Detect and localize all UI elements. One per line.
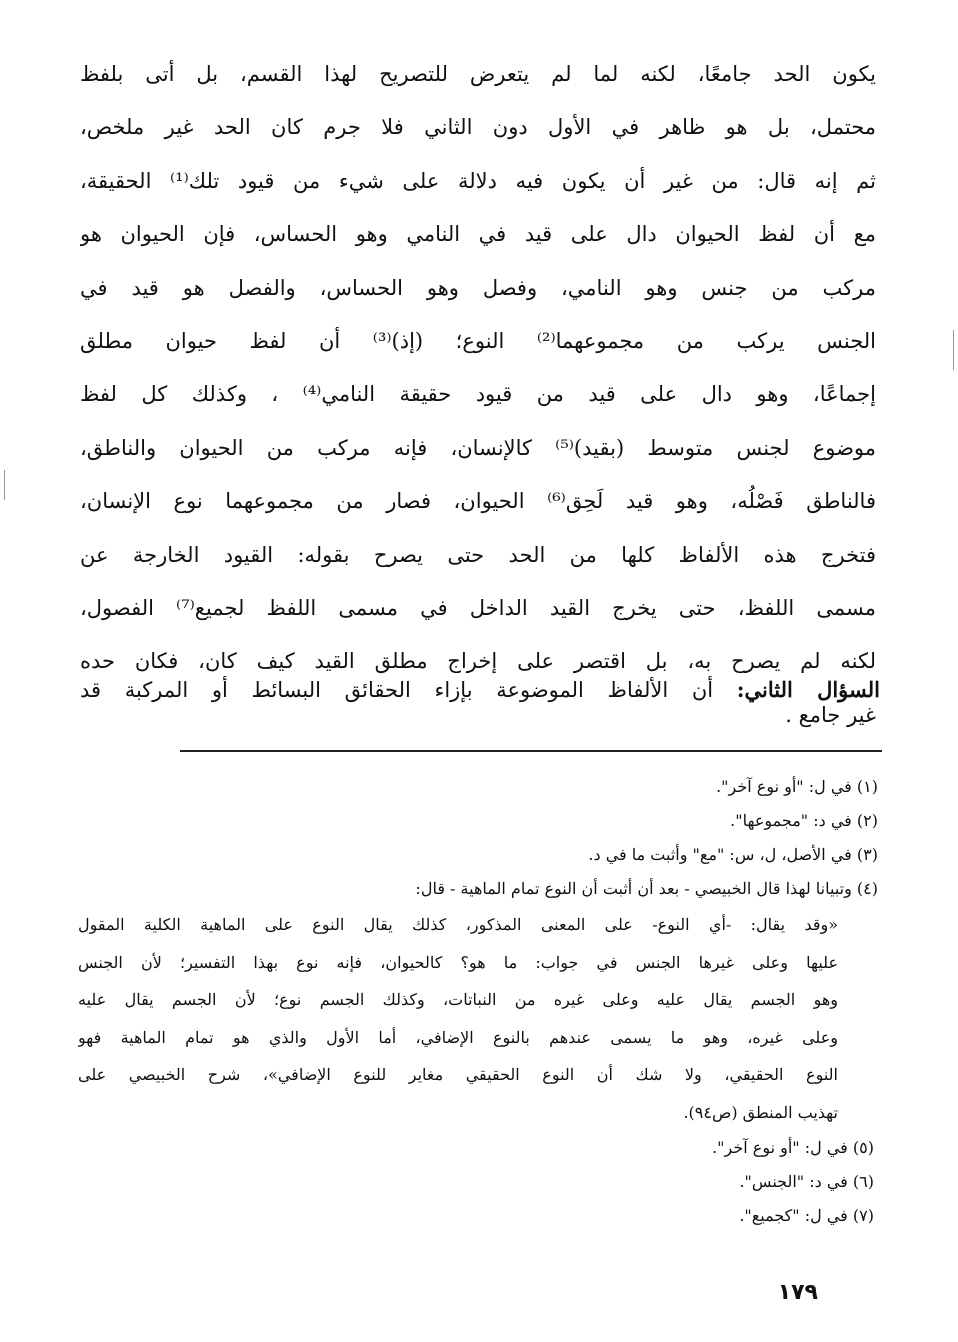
footnote-4-quote — [78, 906, 838, 1131]
text-line: يكون الحد جامعًا، لكنه لما لم يتعرض للتصريح لهذا القسم، بل أتى بلفظ — [80, 62, 876, 86]
text-line: إجماعًا، وهو دال على قيد من قيود حقيقة النامي⁽⁴⁾ ، وكذلك كل لفظ — [80, 382, 876, 407]
quote-line: النوع الحقيقي، ولا شك أن النوع الحقيقي مغاير للنوع الإضافي»، شرح الخبيصي على — [78, 1065, 838, 1084]
footnote-5: (٥) في ل: "أو نوع آخر". — [712, 1138, 874, 1157]
text-line: غير جامع . — [785, 702, 876, 727]
footnote-1: (١) في ل: "أو نوع آخر". — [716, 777, 878, 796]
text-line: فتخرج هذه الألفاظ كلها من الحد حتى يصرح بقوله: القيود الخارجة عن — [80, 542, 876, 567]
text-line: مع أن لفظ الحيوان دال على قيد في النامي وهو الحساس، فإن الحيوان هو — [80, 222, 876, 247]
quote-line: تهذيب المنطق (ص٩٤). — [683, 1102, 838, 1122]
quote-line: وهو الجسم يقال عليه وعلى غيره من النباتات، وكذلك الجسم نوع؛ لأن الجسم يقال عليه — [78, 990, 838, 1009]
section-line — [80, 662, 880, 718]
footnote-7: (٧) في ل: "كجميع". — [739, 1206, 874, 1225]
text-line: مركب من جنس وهو النامي، وفصل وهو الحساس، والفصل هو قيد في — [80, 275, 876, 300]
text-line: موضوع لجنس متوسط (بقيد)⁽⁵⁾ كالإنسان، فإنه مركب من الحيوان والناطق، — [80, 435, 876, 460]
main-text — [80, 48, 876, 742]
text-line: ثم إنه قال: من غير أن يكون فيه دلالة على شيء من قيود تلك⁽¹⁾ الحقيقة، — [80, 168, 876, 193]
text-line: محتمل، بل هو ظاهر في الأول دون الثاني فلا جرم كان الحد غير ملخص، — [80, 115, 876, 140]
footnotes — [78, 770, 878, 1233]
text-line: الجنس يركب من مجموعهما⁽²⁾ النوع؛ (إذ)⁽³⁾ أن لفظ حيوان مطلق — [80, 328, 876, 353]
quote-line: عليها وعلى غيرها الجنس في جواب: ما هو؟ كالحيوان، فإنه نوع بهذا التفسير؛ لأن الجنس — [78, 952, 838, 972]
text-line: مسمى اللفظ، حتى يخرج القيد الداخل في مسمى اللفظ لجميع⁽⁷⁾ الفصول، — [80, 595, 876, 620]
section-text: أن الألفاظ الموضوعة بإزاء الحقائق البسائط أو المركبة قد — [80, 678, 714, 702]
crop-mark — [4, 470, 5, 500]
text-line: فالناطق فَصْلُه، وهو قيد لَحِق⁽⁶⁾ الحيوان، فصار من مجموعهما نوع الإنسان، — [80, 489, 876, 514]
footnote-6: (٦) في د: "الجنس". — [739, 1172, 874, 1191]
page-number: ١٧٩ — [777, 1280, 818, 1305]
footnote-divider — [180, 750, 882, 752]
footnote-2: (٢) في د: "مجموعها". — [730, 811, 878, 830]
footnote-4: (٤) وتبيانا لهذا قال الخبيصي - بعد أن أثبت أن النوع تمام الماهية - قال: — [415, 879, 878, 898]
quote-line: وعلى غيره، وهو ما يسمى عندهم بالنوع الإضافي، أما الأول والذي هو تمام الماهية فهو — [78, 1027, 838, 1047]
quote-line: «وقد يقال: -أي النوع- على المعنى المذكور، كذلك يقال النوع على الماهية الكلية المقول — [78, 915, 838, 934]
text-line: لكنه لم يصرح به، بل اقتصر على إخراج مطلق القيد كيف كان، فكان حده — [80, 649, 876, 674]
crop-mark — [953, 330, 954, 370]
section-heading: السؤال الثاني: — [736, 677, 880, 702]
footnote-3: (٣) في الأصل، ل، س: "مع" وأثبت ما في د. — [588, 845, 878, 864]
